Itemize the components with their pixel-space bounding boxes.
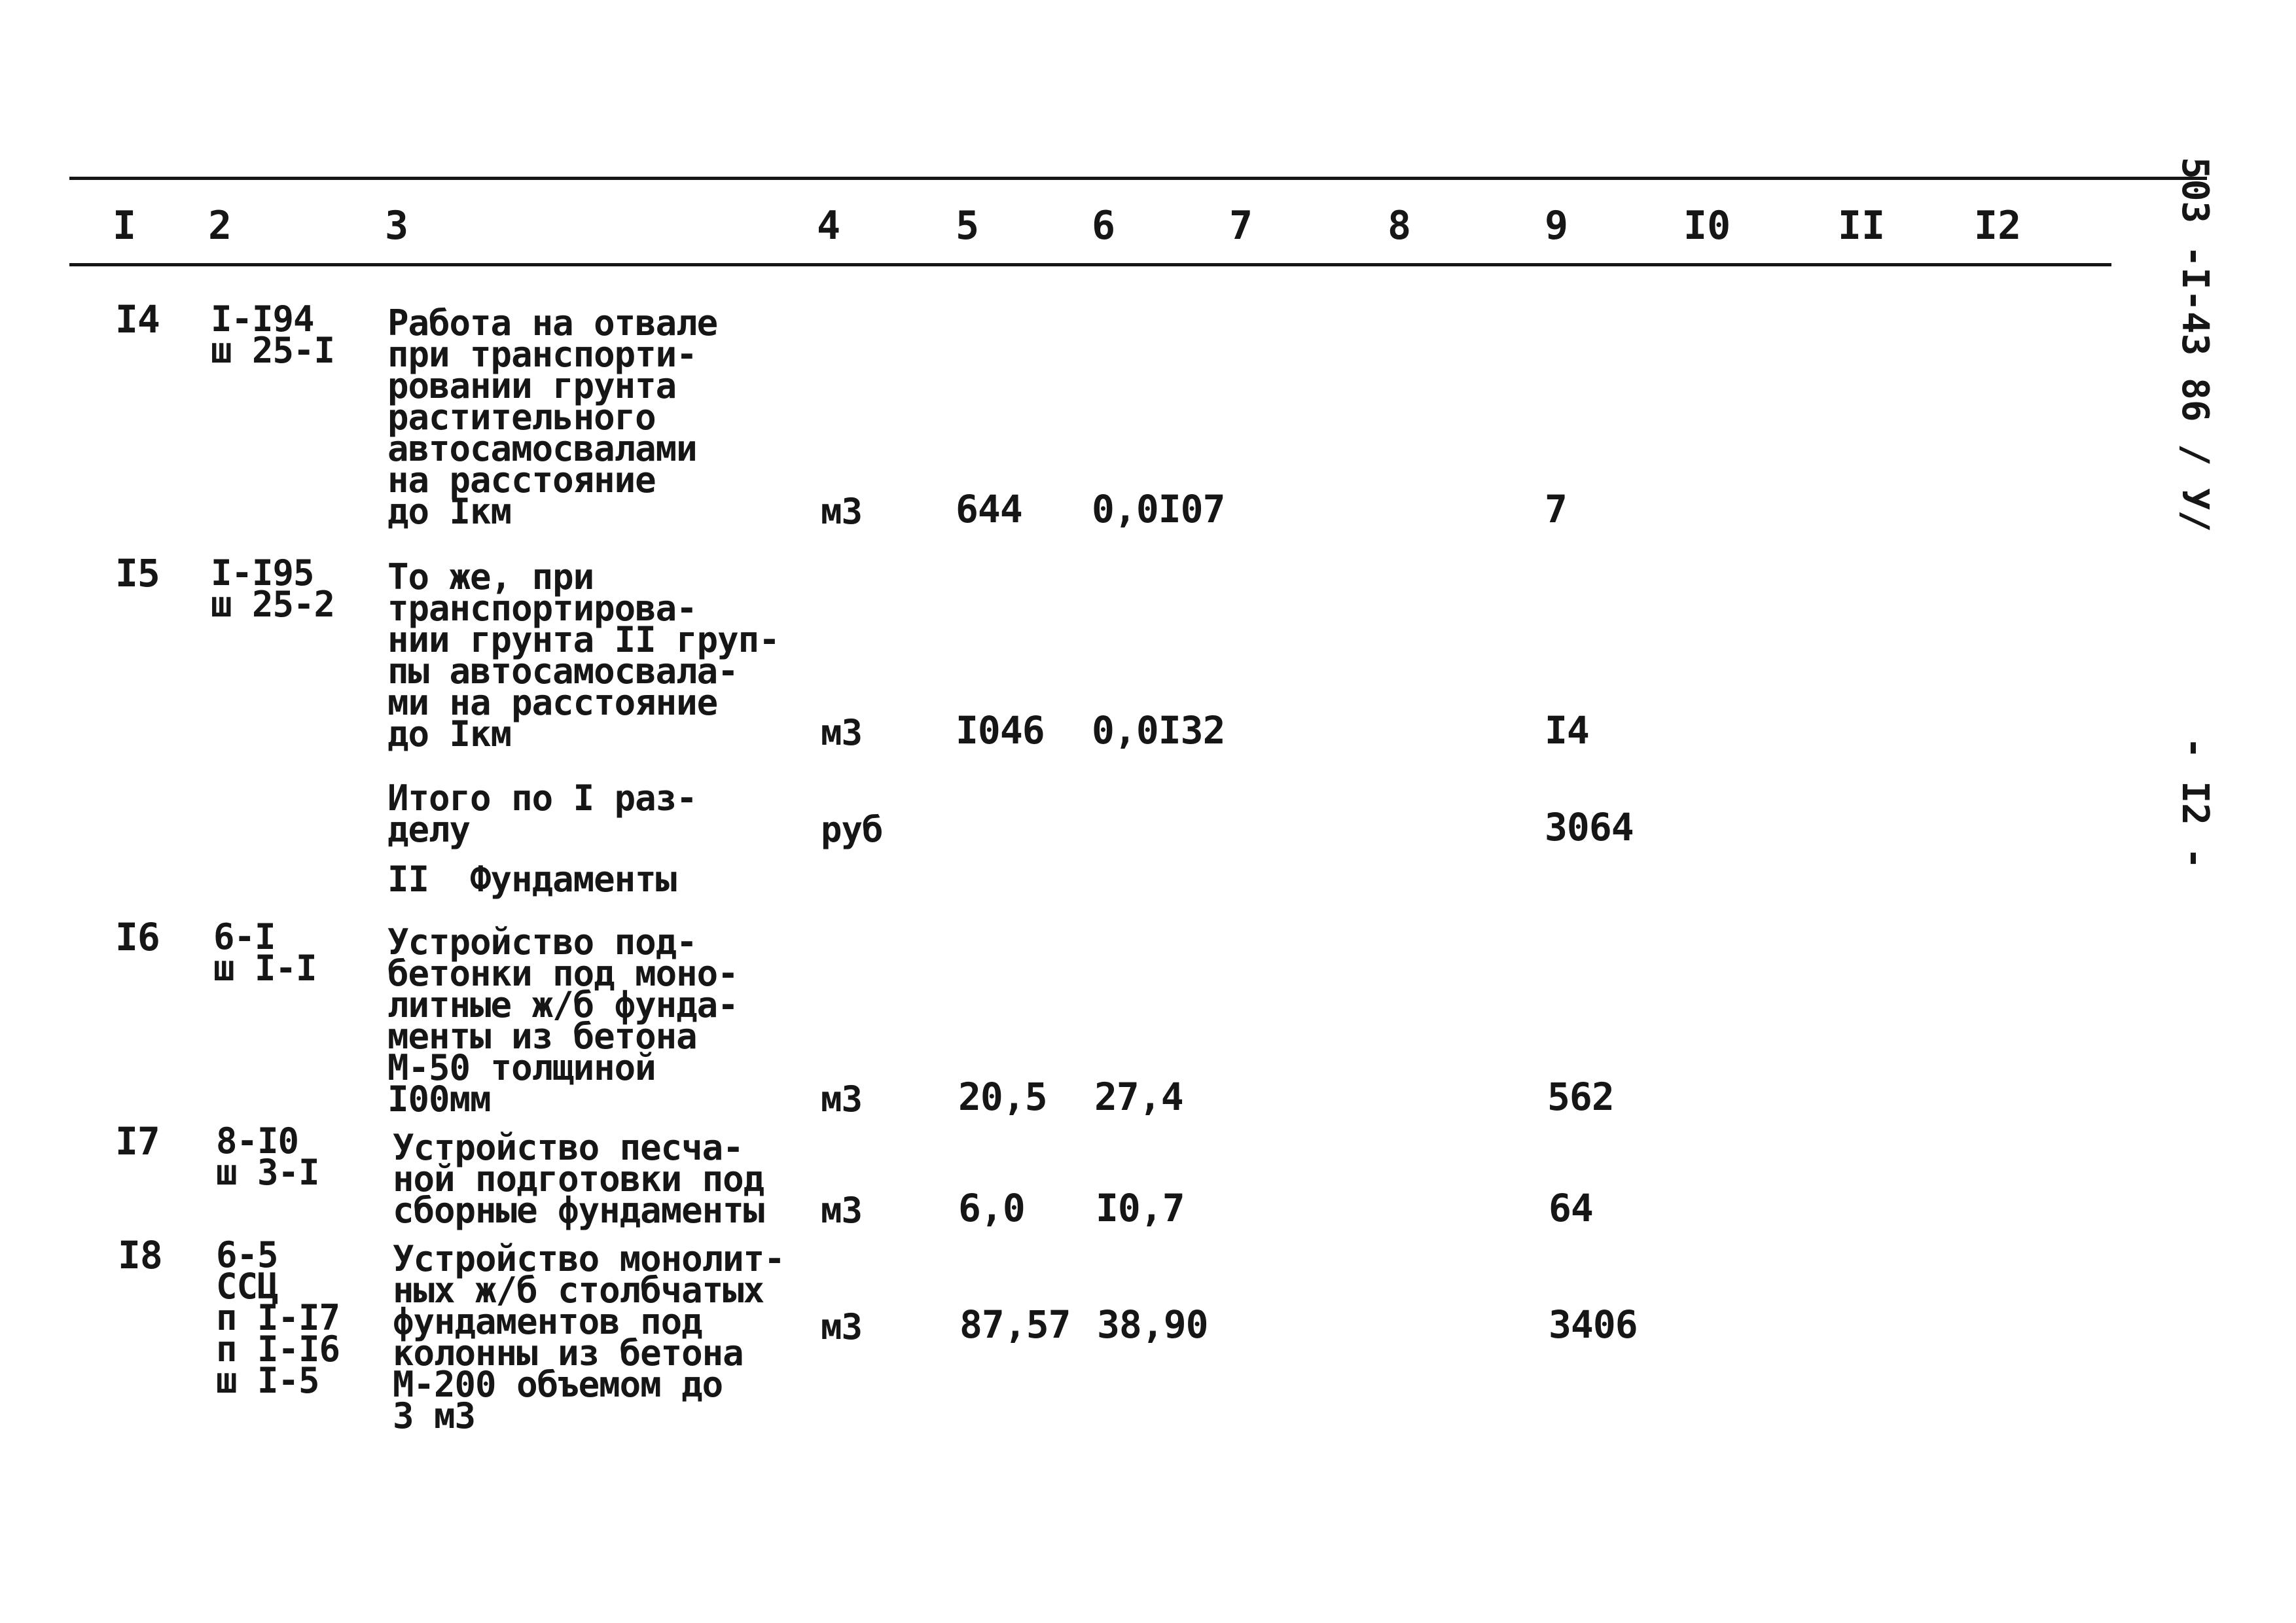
row-number: I5: [115, 551, 160, 596]
unit: м3: [821, 1306, 863, 1347]
column-header-2: 2: [208, 203, 232, 249]
row-number: I7: [115, 1119, 160, 1164]
unit: руб: [821, 809, 883, 850]
quantity: 87,57: [960, 1302, 1071, 1347]
column-header-7: 7: [1229, 203, 1253, 249]
page-number: - I2 -: [2174, 737, 2216, 870]
norm-reference: I-I95 ш 25-2: [211, 552, 335, 625]
quantity: 6,0: [958, 1186, 1025, 1230]
subtotal-value: 3064: [1545, 805, 1634, 849]
work-description: Работа на отвале при транспорти- ровании грунта растительного автосамосвалами на расстояние до Iкм: [387, 302, 718, 532]
work-description: Устройство песча- ной подготовки под сборные фундаменты: [393, 1127, 764, 1231]
subtotal-label: Итого по I раз- делу: [387, 777, 697, 850]
unit: м3: [821, 1079, 863, 1120]
work-description: То же, при транспортирова- нии грунта II груп- пы автосамосвала- ми на расстояние до Iкм: [387, 556, 780, 755]
work-description: Устройство монолит- ных ж/б столбчатых фундаментов под колонны из бетона М-200 объемом до 3 м3: [393, 1238, 785, 1436]
unit-price: I0,7: [1096, 1186, 1185, 1230]
unit-price: 0,0I07: [1092, 487, 1225, 531]
column-header-1: I: [113, 203, 137, 249]
unit-price: 0,0I32: [1092, 708, 1225, 753]
work-description: Устройство под- бетонки под моно- литные ж/б фунда- менты из бетона М-50 толщиной I00мм: [387, 921, 738, 1120]
column-header-4: 4: [817, 203, 841, 249]
column-header-3: 3: [385, 203, 409, 249]
unit: м3: [821, 491, 863, 532]
quantity: I046: [956, 708, 1045, 753]
unit: м3: [821, 1190, 863, 1231]
column-header-6: 6: [1092, 203, 1116, 249]
unit: м3: [821, 712, 863, 753]
row-number: I6: [115, 915, 160, 959]
total-cost: 7: [1545, 487, 1567, 531]
unit-price: 27,4: [1094, 1075, 1183, 1119]
column-header-5: 5: [956, 203, 980, 249]
document-code: 503 -I-43 86 / У/: [2174, 157, 2216, 533]
column-header-8: 8: [1388, 203, 1412, 249]
total-cost: I4: [1545, 708, 1589, 753]
column-header-9: 9: [1545, 203, 1569, 249]
norm-reference: 6-I ш I-I: [213, 916, 317, 989]
quantity: 20,5: [958, 1075, 1047, 1119]
section-heading: II Фундаменты: [387, 859, 677, 900]
norm-reference: 8-I0 ш 3-I: [216, 1120, 319, 1193]
unit-price: 38,90: [1097, 1302, 1208, 1347]
table-top-rule: [69, 177, 2207, 180]
row-number: I8: [118, 1233, 162, 1277]
row-number: I4: [115, 297, 160, 342]
norm-reference: I-I94 ш 25-I: [211, 298, 335, 371]
total-cost: 64: [1549, 1186, 1593, 1230]
column-header-12: I2: [1974, 203, 2022, 249]
total-cost: 3406: [1549, 1302, 1638, 1347]
norm-reference: 6-5 ССЦ п I-I7 п I-I6 ш I-5: [216, 1234, 340, 1401]
total-cost: 562: [1547, 1075, 1614, 1119]
quantity: 644: [956, 487, 1022, 531]
column-header-11: II: [1838, 203, 1886, 249]
column-header-10: I0: [1683, 203, 1731, 249]
header-bottom-rule: [69, 263, 2111, 266]
